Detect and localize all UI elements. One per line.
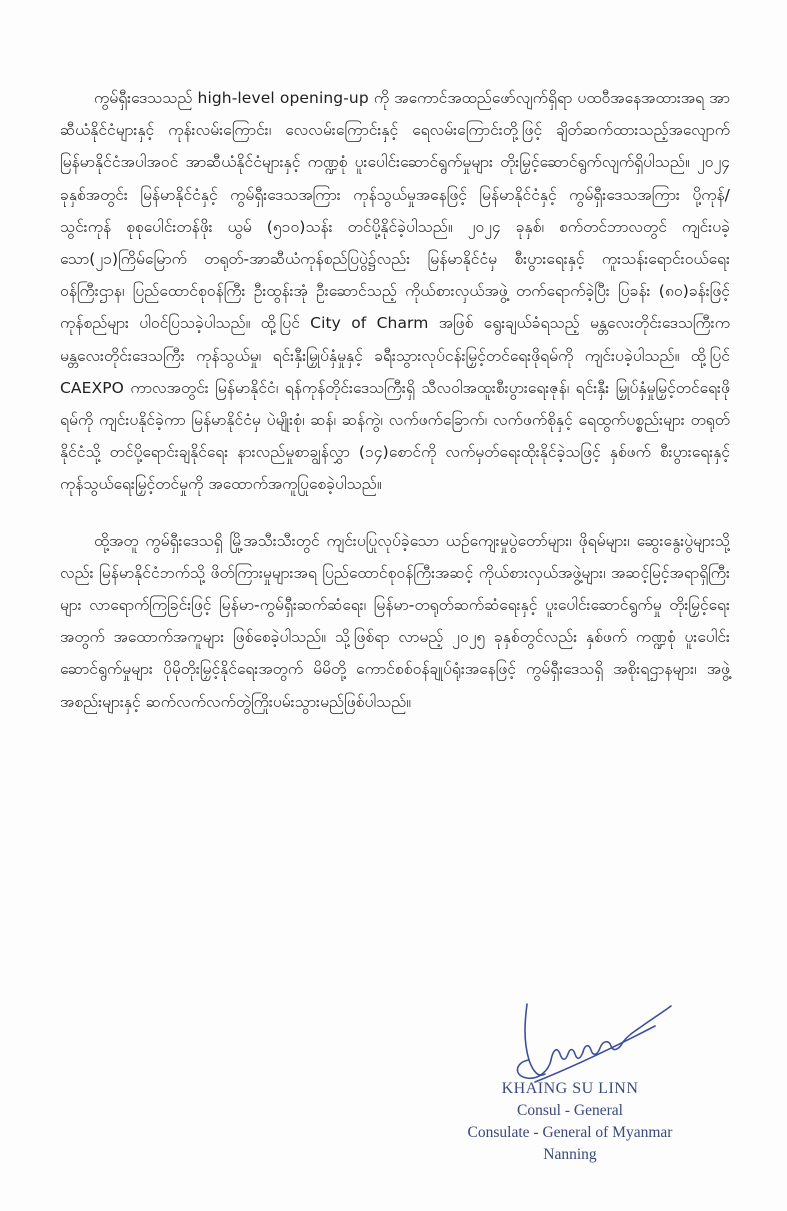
signatory-title: Consul - General (517, 1102, 623, 1119)
handwritten-signature (505, 990, 675, 1090)
signatory-city: Nanning (543, 1146, 597, 1163)
paragraph-trade-cooperation: ကွမ်ရှီးဒေသသည် high-level opening-up ကို အကောင်အထည်ဖော်လျက်ရှိရာ ပထဝီအနေအထားအရ အာဆီယံနိုင်ငံများနှင့် ကုန်းလမ်းကြောင်း၊ လေလမ်းကြောင်းနှင့် ရေလမ်းကြောင်းတို့ဖြင့် ချိတ်ဆက်ထားသည့်အလျောက် မြန်မာနိုင်ငံအပါအဝင် အာဆီယံနိုင်ငံများနှင့် ကဏ္ဍစုံ ပူးပေါင်းဆောင်ရွက်မှုများ တိုးမြှင့်ဆောင်ရွက်လျက်ရှိပါသည်။ ၂၀၂၄ ခုနှစ်အတွင်း မြန်မာနိုင်ငံနှင့် ကွမ်ရှီးဒေသအကြား ကုန်သွယ်မှုအနေဖြင့် မြန်မာနိုင်ငံနှင့် ကွမ်ရှီးဒေသအကြား ပို့ကုန်/ သွင်းကုန် စုစုပေါင်းတန်ဖိုး ယွမ် (၅၁၀)သန်း တင်ပို့နိုင်ခဲ့ပါသည်။ ၂၀၂၄ ခုနှစ်၊ စက်တင်ဘာလတွင် ကျင်းပခဲ့သော(၂၁)ကြိမ်မြောက် တရုတ်-အာဆီယံကုန်စည်ပြပွဲ၌လည်း မြန်မာနိုင်ငံမှ စီးပွားရေးနှင့် ကူးသန်းရောင်းဝယ်ရေးဝန်ကြီးဌာန၊ ပြည်ထောင်စုဝန်ကြီး ဦးထွန်းအုံ ဦးဆောင်သည့် ကိုယ်စားလှယ်အဖွဲ့ တက်ရောက်ခဲ့ပြီး ပြခန်း (၈၀)ခန်းဖြင့် ကုန်စည်များ ပါဝင်ပြသခဲ့ပါသည်။ ထို့ပြင် City of Charm အဖြစ် ရွေးချယ်ခံရသည့် မန္တလေးတိုင်းဒေသကြီးက မန္တလေးတိုင်းဒေသကြီး ကုန်သွယ်မှု၊ ရင်းနှီးမြှုပ်နှံမှုနှင့် ခရီးသွားလုပ်ငန်းမြှင့်တင်ရေးဖိုရမ်ကို ကျင်းပခဲ့ပါသည်။ ထို့ပြင် CAEXPO ကာလအတွင်း မြန်မာနိုင်ငံ၊ ရန်ကုန်တိုင်းဒေသကြီးရှိ သီလဝါအထူးစီးပွားရေးဇုန်၊ ရင်းနှီး မြှုပ်နှံမှုမြှင့်တင်ရေးဖိုရမ်ကို ကျင်းပနိုင်ခဲ့ကာ မြန်မာနိုင်ငံမှ ပဲမျိုးစုံ၊ ဆန်၊ ဆန်ကွဲ၊ လက်ဖက်ခြောက်၊ လက်ဖက်စိုနှင့် ရေထွက်ပစ္စည်းများ တရုတ်နိုင်ငံသို့ တင်ပို့ရောင်းချနိုင်ရေး နားလည်မှုစာချွန်လွှာ (၁၄)စောင်ကို လက်မှတ်ရေးထိုးနိုင်ခဲ့သဖြင့် နှစ်ဖက် စီးပွားရေးနှင့် ကုန်သွယ်ရေးမြှင့်တင်မှုကို အထောက်အကူပြုစေခဲ့ပါသည်။ (60, 89, 731, 494)
letter-body (60, 82, 730, 718)
signatory-name: KHAING SU LINN (501, 1080, 639, 1097)
signature-block (420, 990, 720, 1180)
signatory-details (420, 1078, 720, 1166)
paragraph-cultural-exchange: ထို့အတူ ကွမ်ရှီးဒေသရှိ မြို့အသီးသီးတွင် ကျင်းပပြုလုပ်ခဲ့သော ယဉ်ကျေးမှုပွဲတော်များ၊ ဖိုရမ်များ၊ ဆွေးနွေးပွဲများသို့လည်း မြန်မာနိုင်ငံဘက်သို့ ဖိတ်ကြားမှုများအရ ပြည်ထောင်စုဝန်ကြီးအဆင့် ကိုယ်စားလှယ်အဖွဲ့များ၊ အဆင့်မြင့်အရာရှိကြီးများ လာရောက်ကြခြင်းဖြင့် မြန်မာ-ကွမ်ရှီးဆက်ဆံရေး၊ မြန်မာ-တရုတ်ဆက်ဆံရေးနှင့် ပူးပေါင်းဆောင်ရွက်မှု တိုးမြှင့်ရေးအတွက် အထောက်အကူများ ဖြစ်စေခဲ့ပါသည်။ သို့ဖြစ်ရာ လာမည့် ၂၀၂၅ ခုနှစ်တွင်လည်း နှစ်ဖက် ကဏ္ဍစုံ ပူးပေါင်းဆောင်ရွက်မှုများ ပိုမိုတိုးမြှင့်နိုင်ရေးအတွက် မိမိတို့ ကောင်စစ်ဝန်ချုပ်ရုံးအနေဖြင့် ကွမ်ရှီးဒေသရှိ အစိုးရဌာနများ၊ အဖွဲ့အစည်းများနှင့် ဆက်လက်လက်တွဲကြိုးပမ်းသွားမည်ဖြစ်ပါသည်။ (60, 531, 730, 711)
signatory-office: Consulate - General of Myanmar (467, 1124, 673, 1141)
